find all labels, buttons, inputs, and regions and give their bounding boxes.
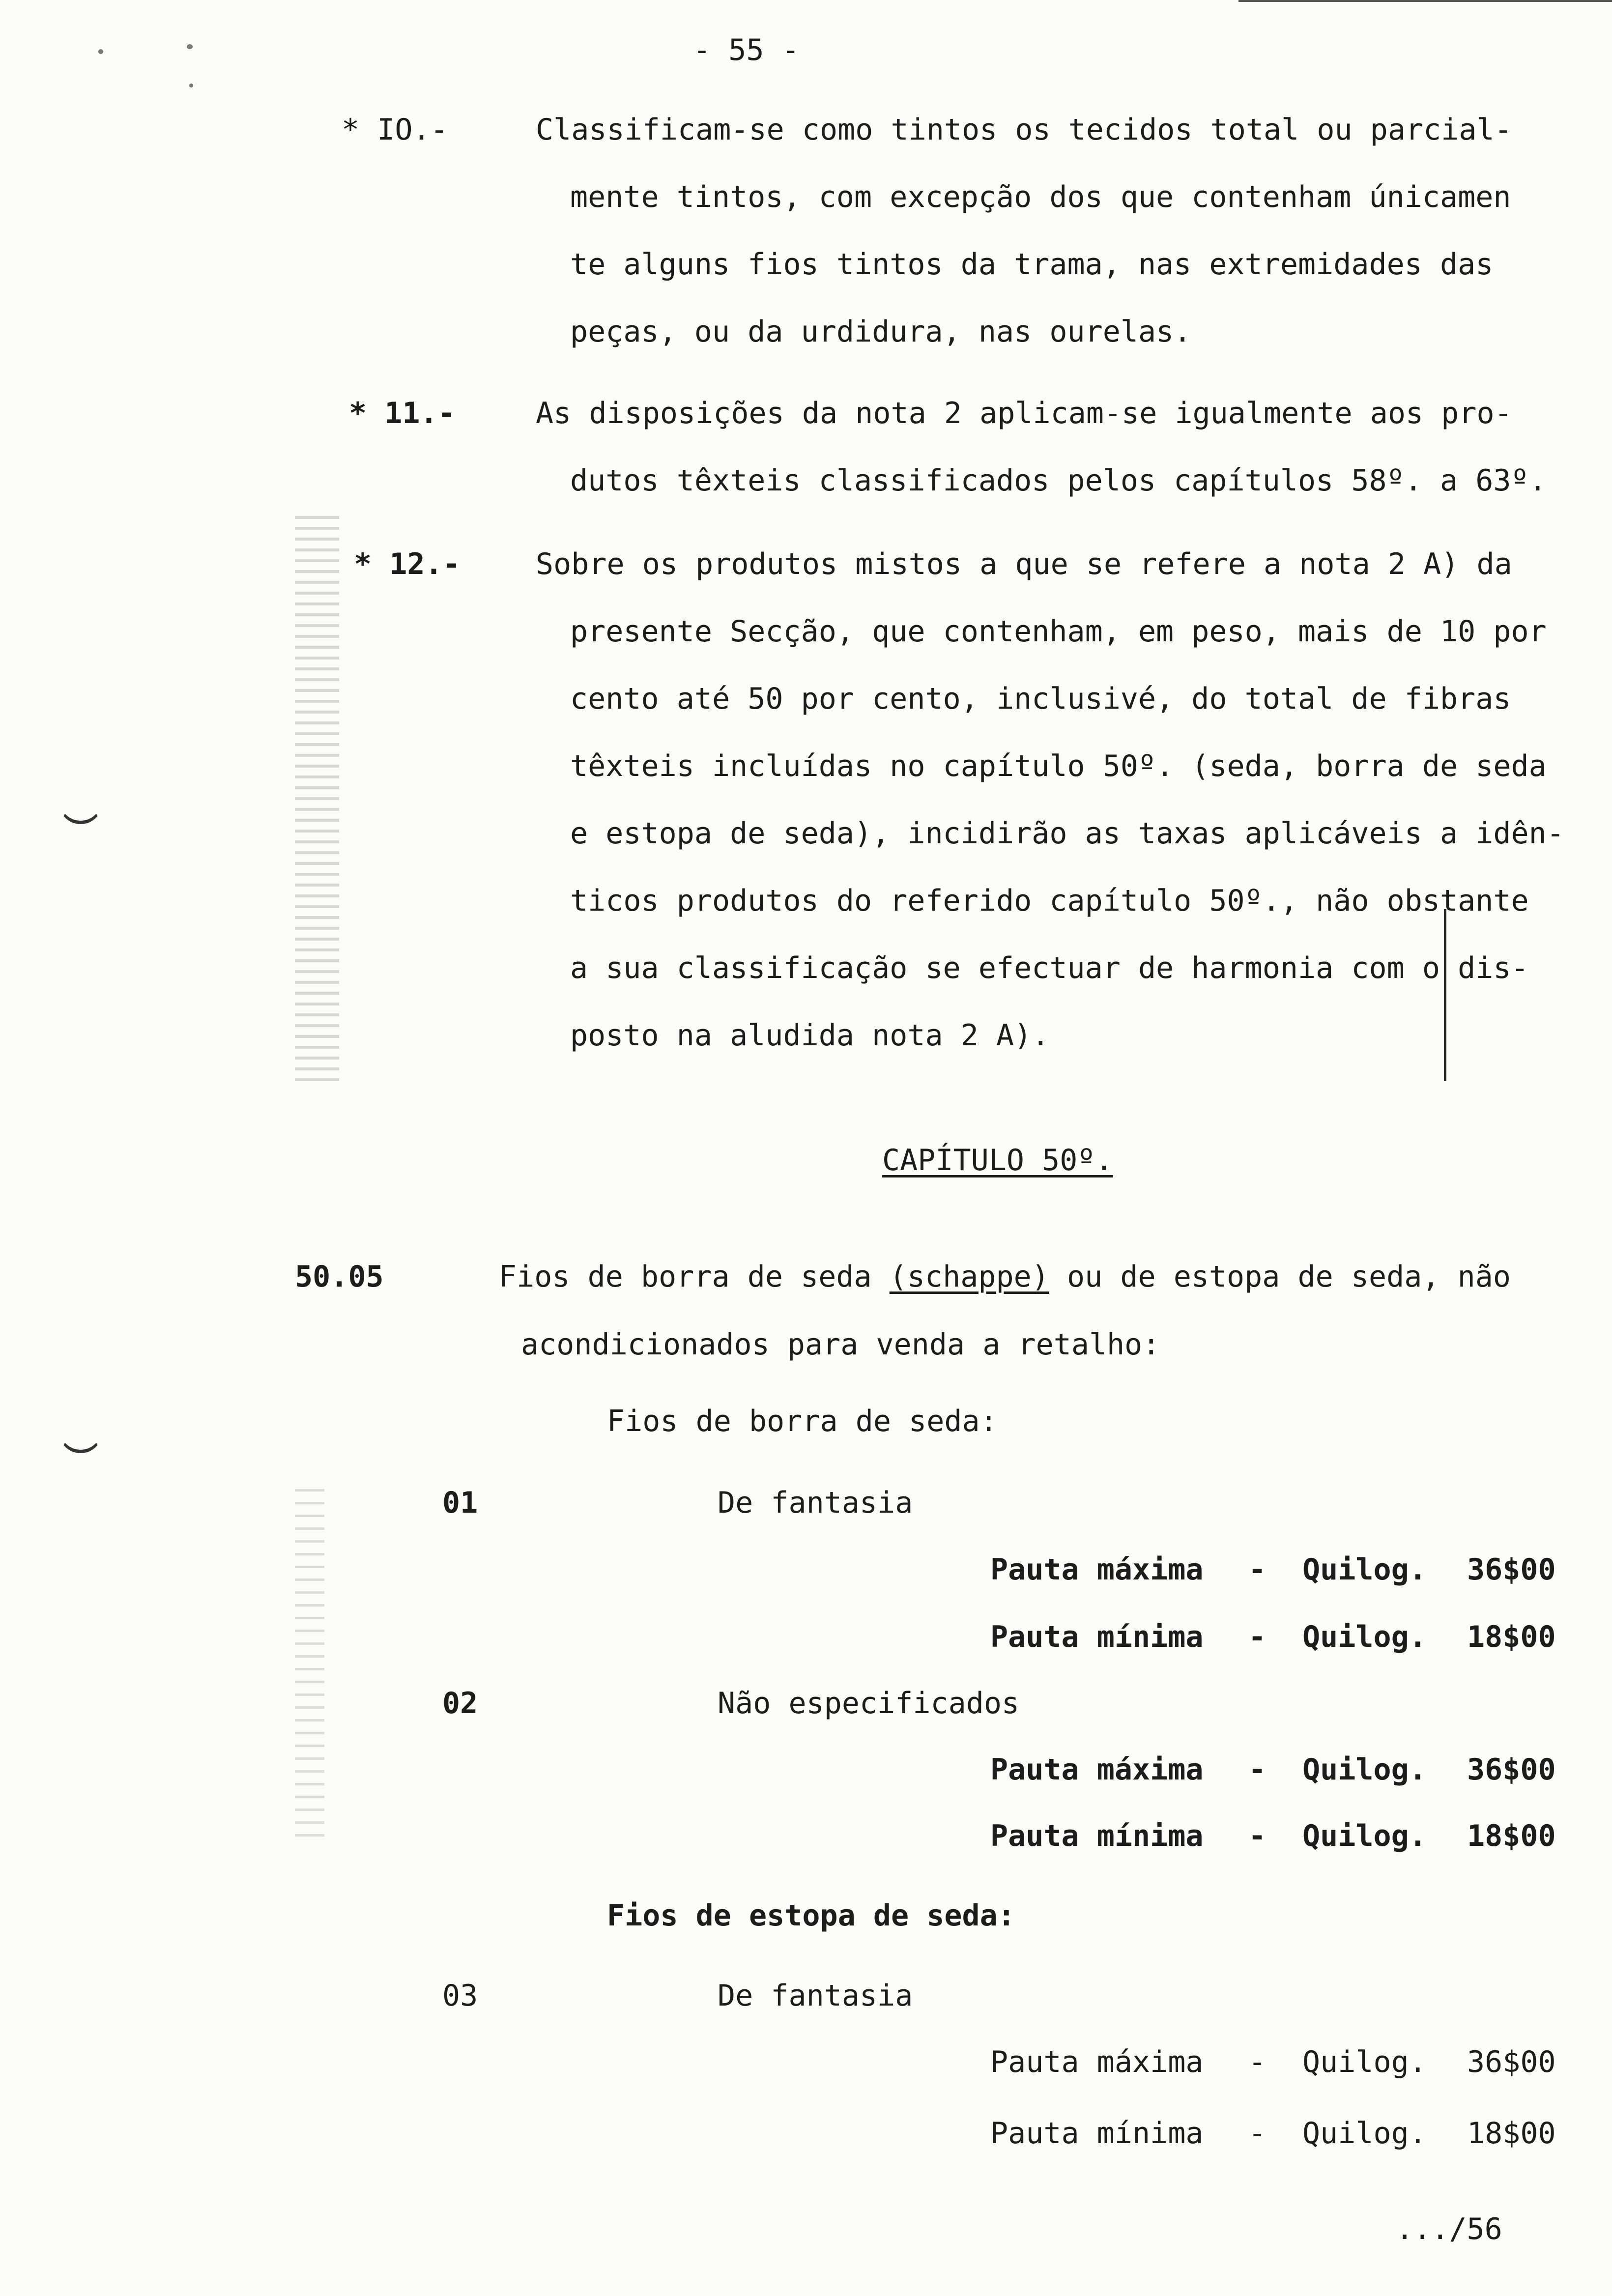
note-marker: * 11.- <box>349 396 456 430</box>
note-line: peças, ou da urdidura, nas ourelas. <box>570 315 1192 349</box>
rate-value: 18$00 <box>1467 1620 1556 1654</box>
chapter-title: CAPÍTULO 50º. <box>882 1143 1113 1177</box>
note-line: presente Secção, que contenham, em peso, mais de 10 por <box>570 614 1547 649</box>
rate-unit: Quilog. <box>1302 1620 1427 1654</box>
rate-value: 18$00 <box>1467 2116 1556 2151</box>
note-line: posto na aludida nota 2 A). <box>570 1018 1050 1053</box>
rate-label: Pauta mínima <box>990 2116 1204 2151</box>
rate-label: Pauta máxima <box>990 1752 1204 1787</box>
note-line: Classificam-se como tintos os tecidos total ou parcial- <box>536 113 1512 147</box>
group-label: Fios de borra de seda: <box>607 1404 998 1438</box>
note-line: e estopa de seda), incidirão as taxas aplicáveis a idên- <box>570 816 1564 851</box>
note-line: mente tintos, com excepção dos que contenham únicamen <box>570 180 1511 214</box>
rate-value: 18$00 <box>1467 1819 1556 1853</box>
scan-speck <box>189 84 193 87</box>
item-description: De fantasia <box>718 1486 913 1520</box>
group-label: Fios de estopa de seda: <box>607 1898 1015 1933</box>
item-description: Não especificados <box>718 1686 1020 1721</box>
rate-label: Pauta mínima <box>990 1620 1204 1654</box>
note-line: a sua classificação se efectuar de harmonia com o dis- <box>570 951 1529 985</box>
margin-stamp-marks-lower <box>295 1489 324 1843</box>
note-line: te alguns fios tintos da trama, nas extremidades das <box>570 247 1494 282</box>
heading-code: 50.05 <box>295 1260 384 1294</box>
note-line: cento até 50 por cento, inclusivé, do total de fibras <box>570 682 1511 716</box>
binding-hole-mark <box>59 1410 102 1453</box>
scan-speck <box>187 44 193 49</box>
top-edge-rule <box>1238 0 1612 2</box>
rate-label: Pauta máxima <box>990 2045 1204 2079</box>
item-description: De fantasia <box>718 1979 913 2013</box>
rate-dash: - <box>1248 1752 1267 1787</box>
rate-dash: - <box>1248 2045 1267 2079</box>
note-marker: * IO.- <box>342 113 448 147</box>
note-line: têxteis incluídas no capítulo 50º. (seda, borra de seda <box>570 749 1547 783</box>
note-line: Sobre os produtos mistos a que se refere a nota 2 A) da <box>536 547 1512 581</box>
item-code: 01 <box>442 1486 478 1520</box>
note-line: As disposições da nota 2 aplicam-se igualmente aos pro- <box>536 396 1512 430</box>
rate-unit: Quilog. <box>1302 2045 1427 2079</box>
rate-unit: Quilog. <box>1302 1819 1427 1853</box>
heading-text-suffix: ou de estopa de seda, não <box>1049 1260 1511 1294</box>
rate-label: Pauta máxima <box>990 1552 1204 1587</box>
rate-value: 36$00 <box>1467 2045 1556 2079</box>
heading-text-line2: acondicionados para venda a retalho: <box>521 1327 1160 1362</box>
heading-text <box>499 1259 1511 1294</box>
heading-text-prefix: Fios de borra de seda <box>499 1260 890 1294</box>
item-code: 02 <box>442 1686 478 1721</box>
scan-speck <box>98 49 103 54</box>
page-number: - 55 - <box>693 33 800 67</box>
rate-label: Pauta mínima <box>990 1819 1204 1853</box>
rate-unit: Quilog. <box>1302 2116 1427 2151</box>
note-line: dutos têxteis classificados pelos capítulos 58º. a 63º. <box>570 463 1547 498</box>
heading-text-underlined: (schappe) <box>889 1260 1049 1294</box>
note-line: ticos produtos do referido capítulo 50º., não obstante <box>570 884 1529 918</box>
margin-stamp-marks <box>295 516 339 1081</box>
rate-dash: - <box>1248 1552 1267 1587</box>
rate-dash: - <box>1248 2116 1267 2151</box>
rate-dash: - <box>1248 1620 1267 1654</box>
continuation-marker: .../56 <box>1396 2212 1502 2246</box>
rate-value: 36$00 <box>1467 1752 1556 1787</box>
rate-unit: Quilog. <box>1302 1752 1427 1787</box>
note-marker: * 12.- <box>354 547 461 581</box>
binding-hole-mark <box>59 781 102 824</box>
rate-dash: - <box>1248 1819 1267 1853</box>
rate-unit: Quilog. <box>1302 1552 1427 1587</box>
item-code: 03 <box>442 1979 478 2013</box>
rate-value: 36$00 <box>1467 1552 1556 1587</box>
margin-vertical-line <box>1444 909 1446 1081</box>
